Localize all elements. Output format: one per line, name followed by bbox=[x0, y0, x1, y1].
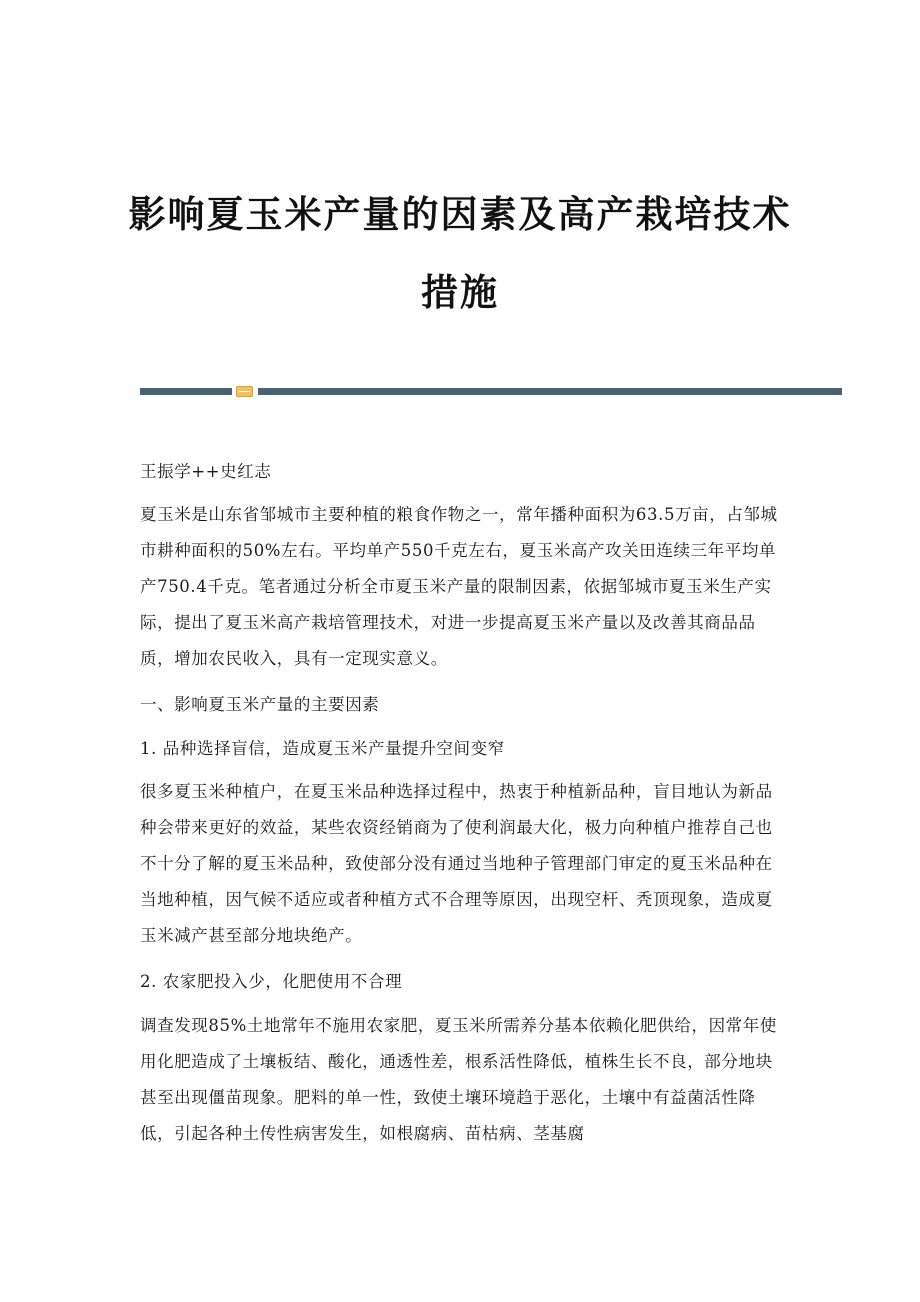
title-divider bbox=[140, 386, 842, 397]
authors-line: 王振学++史红志 bbox=[140, 462, 272, 481]
document-title-line-2: 措施 bbox=[421, 271, 499, 314]
section-heading: 一、影响夏玉米产量的主要因素 bbox=[140, 695, 380, 714]
subheading-1: 1. 品种选择盲信，造成夏玉米产量提升空间变窄 bbox=[140, 739, 505, 758]
paragraph-1: 很多夏玉米种植户，在夏玉米品种选择过程中，热衷于种植新品种，盲目地认为新品种会带来更好的效益，某些农资经销商为了使利润最大化，极力向种植户推荐自己也不十分了解的夏玉米品种，致使部分没有通过当地种子管理部门审定的夏玉米品种在当地种植，因气候不适应或者种植方式不合理等原因，出现空杆、秃顶现象，造成夏玉米减产甚至部分地块绝产。 bbox=[140, 782, 773, 945]
divider-bar-right bbox=[258, 388, 842, 395]
document-title-line-1: 影响夏玉米产量的因素及高产栽培技术 bbox=[128, 193, 792, 236]
decorative-emblem-icon bbox=[236, 386, 253, 397]
divider-bar-left bbox=[140, 388, 232, 395]
subheading-2: 2. 农家肥投入少，化肥使用不合理 bbox=[140, 972, 403, 991]
paragraph-2: 调查发现85%土地常年不施用农家肥，夏玉米所需养分基本依赖化肥供给，因常年使用化肥造成了土壤板结、酸化，通透性差，根系活性降低，植株生长不良，部分地块甚至出现僵苗现象。肥料的单一性，致使土壤环境趋于恶化，土壤中有益菌活性降低，引起各种土传性病害发生，如根腐病、苗枯病、茎基腐 bbox=[140, 1016, 777, 1143]
intro-paragraph: 夏玉米是山东省邹城市主要种植的粮食作物之一，常年播种面积为63.5万亩，占邹城市耕种面积的50%左右。平均单产550千克左右，夏玉米高产攻关田连续三年平均单产750.4千克。笔者通过分析全市夏玉米产量的限制因素，依据邹城市夏玉米生产实际，提出了夏玉米高产栽培管理技术，对进一步提高夏玉米产量以及改善其商品品质，增加农民收入，具有一定现实意义。 bbox=[140, 505, 778, 668]
